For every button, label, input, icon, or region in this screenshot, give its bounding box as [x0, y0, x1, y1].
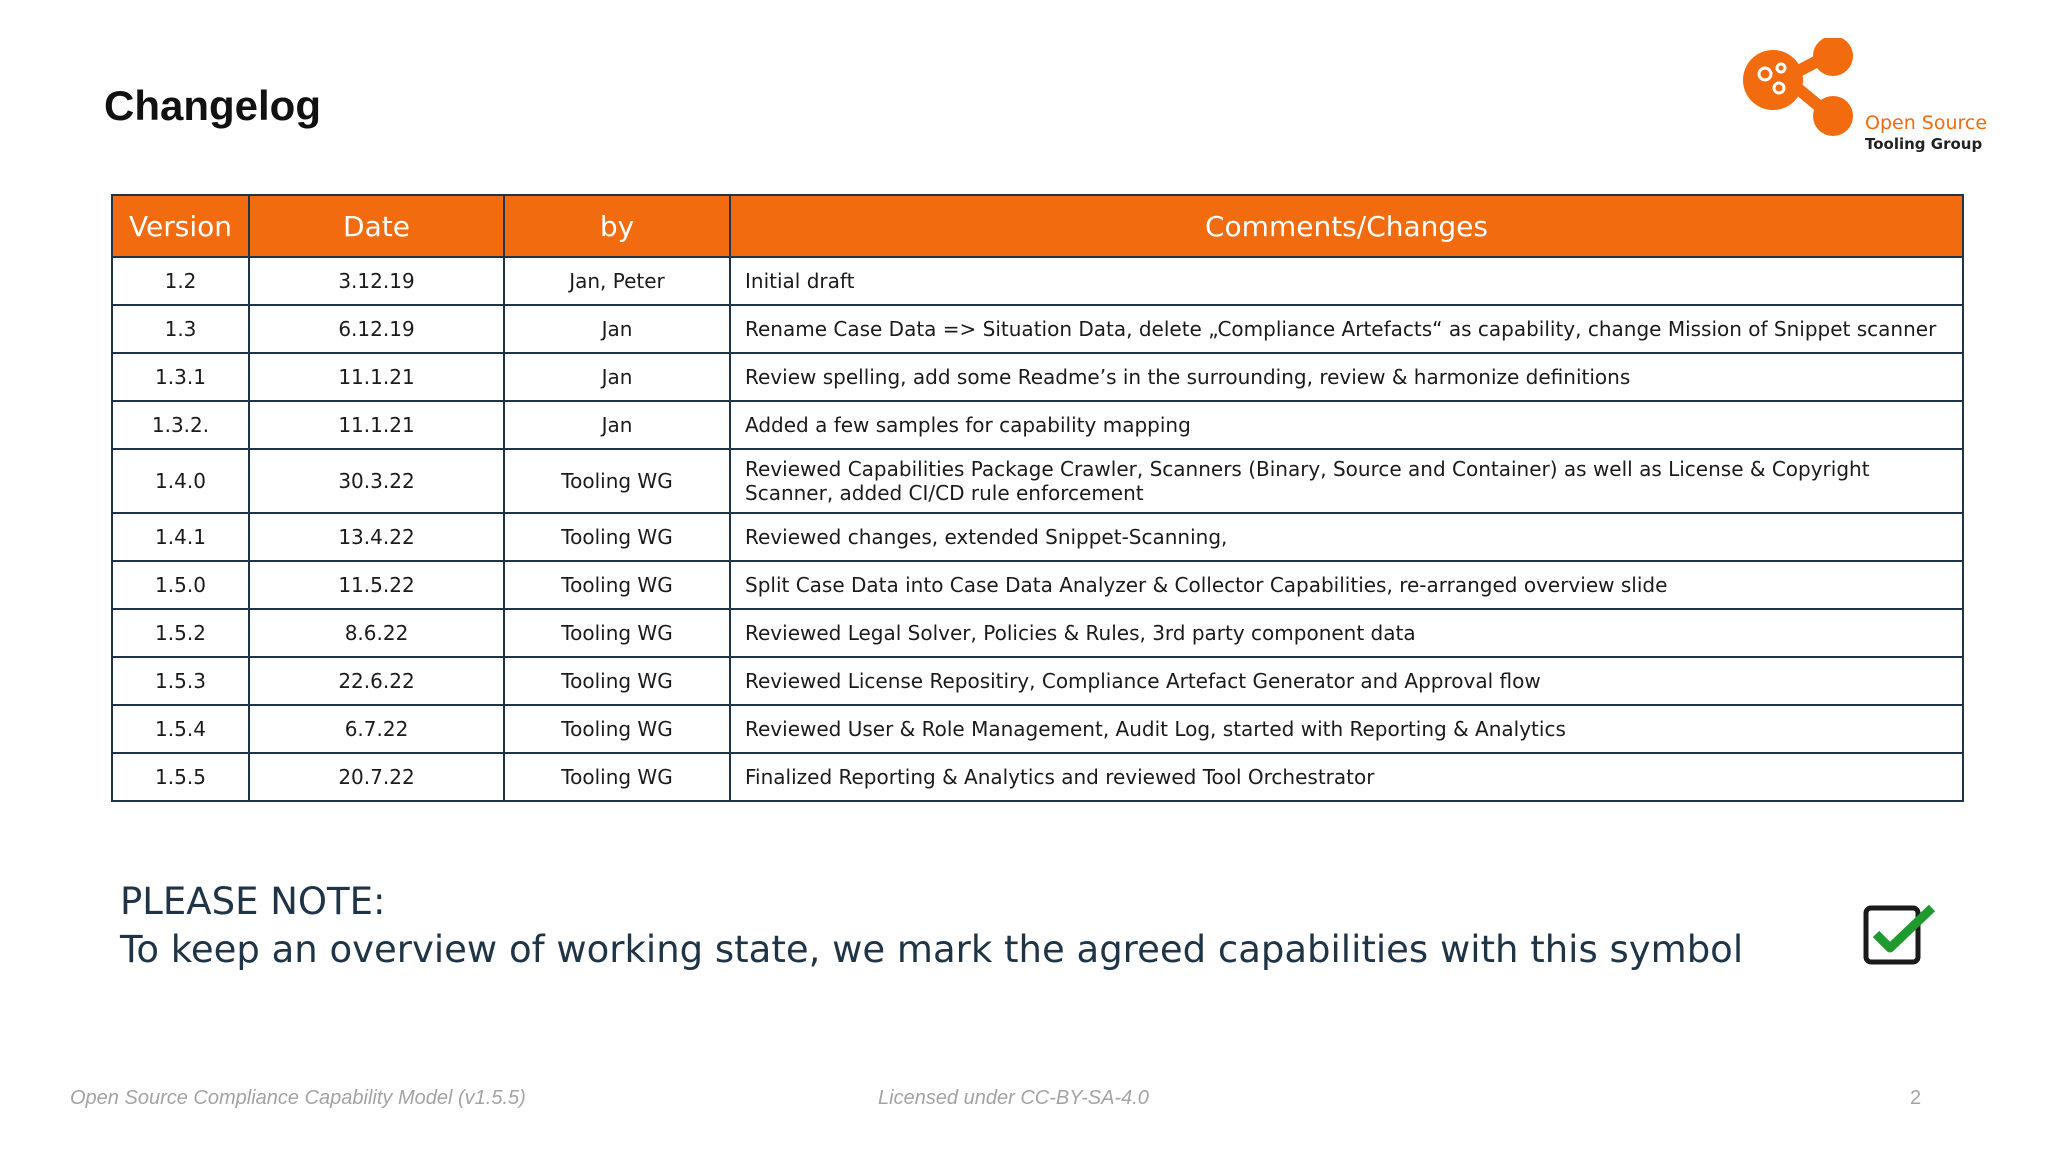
cell-comment: Added a few samples for capability mapping — [730, 401, 1963, 449]
cell-comment: Reviewed Legal Solver, Policies & Rules, 3rd party component data — [730, 609, 1963, 657]
logo-text-line1: Open Source — [1865, 112, 1988, 134]
cell-date: 13.4.22 — [249, 513, 504, 561]
cell-by: Tooling WG — [504, 561, 730, 609]
cell-version: 1.3 — [112, 305, 249, 353]
cell-version: 1.5.3 — [112, 657, 249, 705]
cell-comment: Reviewed changes, extended Snippet-Scanning, — [730, 513, 1963, 561]
cell-version: 1.5.5 — [112, 753, 249, 801]
cell-comment: Finalized Reporting & Analytics and reviewed Tool Orchestrator — [730, 753, 1963, 801]
page-title: Changelog — [104, 82, 321, 129]
table-header-row — [112, 195, 1963, 257]
cell-by: Tooling WG — [504, 753, 730, 801]
cell-version: 1.5.4 — [112, 705, 249, 753]
cell-version: 1.2 — [112, 257, 249, 305]
cell-by: Jan, Peter — [504, 257, 730, 305]
table-row — [112, 561, 1963, 609]
table-row — [112, 609, 1963, 657]
cell-by: Tooling WG — [504, 513, 730, 561]
cell-date: 11.1.21 — [249, 353, 504, 401]
header-comments: Comments/Changes — [730, 195, 1963, 257]
cell-date: 11.1.21 — [249, 401, 504, 449]
cell-date: 22.6.22 — [249, 657, 504, 705]
please-note-block — [120, 878, 1743, 974]
cell-comment: Split Case Data into Case Data Analyzer & Collector Capabilities, re-arranged overview slide — [730, 561, 1963, 609]
cell-version: 1.5.2 — [112, 609, 249, 657]
cell-date: 20.7.22 — [249, 753, 504, 801]
cell-by: Jan — [504, 401, 730, 449]
note-heading: PLEASE NOTE: — [120, 880, 386, 923]
cell-comment: Reviewed User & Role Management, Audit Log, started with Reporting & Analytics — [730, 705, 1963, 753]
cell-date: 3.12.19 — [249, 257, 504, 305]
table-row — [112, 657, 1963, 705]
header-date: Date — [249, 195, 504, 257]
cell-by: Tooling WG — [504, 609, 730, 657]
cell-version: 1.4.1 — [112, 513, 249, 561]
header-version: Version — [112, 195, 249, 257]
table-row — [112, 353, 1963, 401]
cell-comment: Review spelling, add some Readme’s in the surrounding, review & harmonize definitions — [730, 353, 1963, 401]
cell-by: Jan — [504, 353, 730, 401]
page-number: 2 — [1910, 1087, 1922, 1109]
footer-model-title: Open Source Compliance Capability Model (v1.5.5) — [70, 1087, 526, 1109]
table-row — [112, 449, 1963, 513]
table-row — [112, 257, 1963, 305]
cell-date: 30.3.22 — [249, 449, 504, 513]
cell-by: Tooling WG — [504, 705, 730, 753]
cell-comment: Initial draft — [730, 257, 1963, 305]
cell-version: 1.4.0 — [112, 449, 249, 513]
table-row — [112, 753, 1963, 801]
checkbox-checked-icon — [1862, 900, 1938, 968]
footer-license: Licensed under CC-BY-SA-4.0 — [878, 1087, 1149, 1109]
note-text: To keep an overview of working state, we mark the agreed capabilities with this symbol — [120, 928, 1744, 971]
cell-version: 1.3.2. — [112, 401, 249, 449]
cell-version: 1.5.0 — [112, 561, 249, 609]
table-row — [112, 305, 1963, 353]
cell-date: 6.7.22 — [249, 705, 504, 753]
cell-date: 8.6.22 — [249, 609, 504, 657]
cell-by: Tooling WG — [504, 449, 730, 513]
table-row — [112, 513, 1963, 561]
table-row — [112, 705, 1963, 753]
cell-date: 11.5.22 — [249, 561, 504, 609]
changelog-table — [111, 194, 1964, 802]
header-by: by — [504, 195, 730, 257]
cell-comment: Rename Case Data => Situation Data, delete „Compliance Artefacts“ as capability, change Mission of Snippet scanner — [730, 305, 1963, 353]
cell-version: 1.3.1 — [112, 353, 249, 401]
cell-date: 6.12.19 — [249, 305, 504, 353]
logo-text-line2: Tooling Group — [1865, 135, 1983, 153]
cell-comment: Reviewed License Repositiry, Compliance Artefact Generator and Approval flow — [730, 657, 1963, 705]
cell-by: Jan — [504, 305, 730, 353]
cell-comment: Reviewed Capabilities Package Crawler, Scanners (Binary, Source and Container) as well as License & Copyright Scanner, added CI/CD rule enforcement — [730, 449, 1963, 513]
cell-by: Tooling WG — [504, 657, 730, 705]
table-row — [112, 401, 1963, 449]
